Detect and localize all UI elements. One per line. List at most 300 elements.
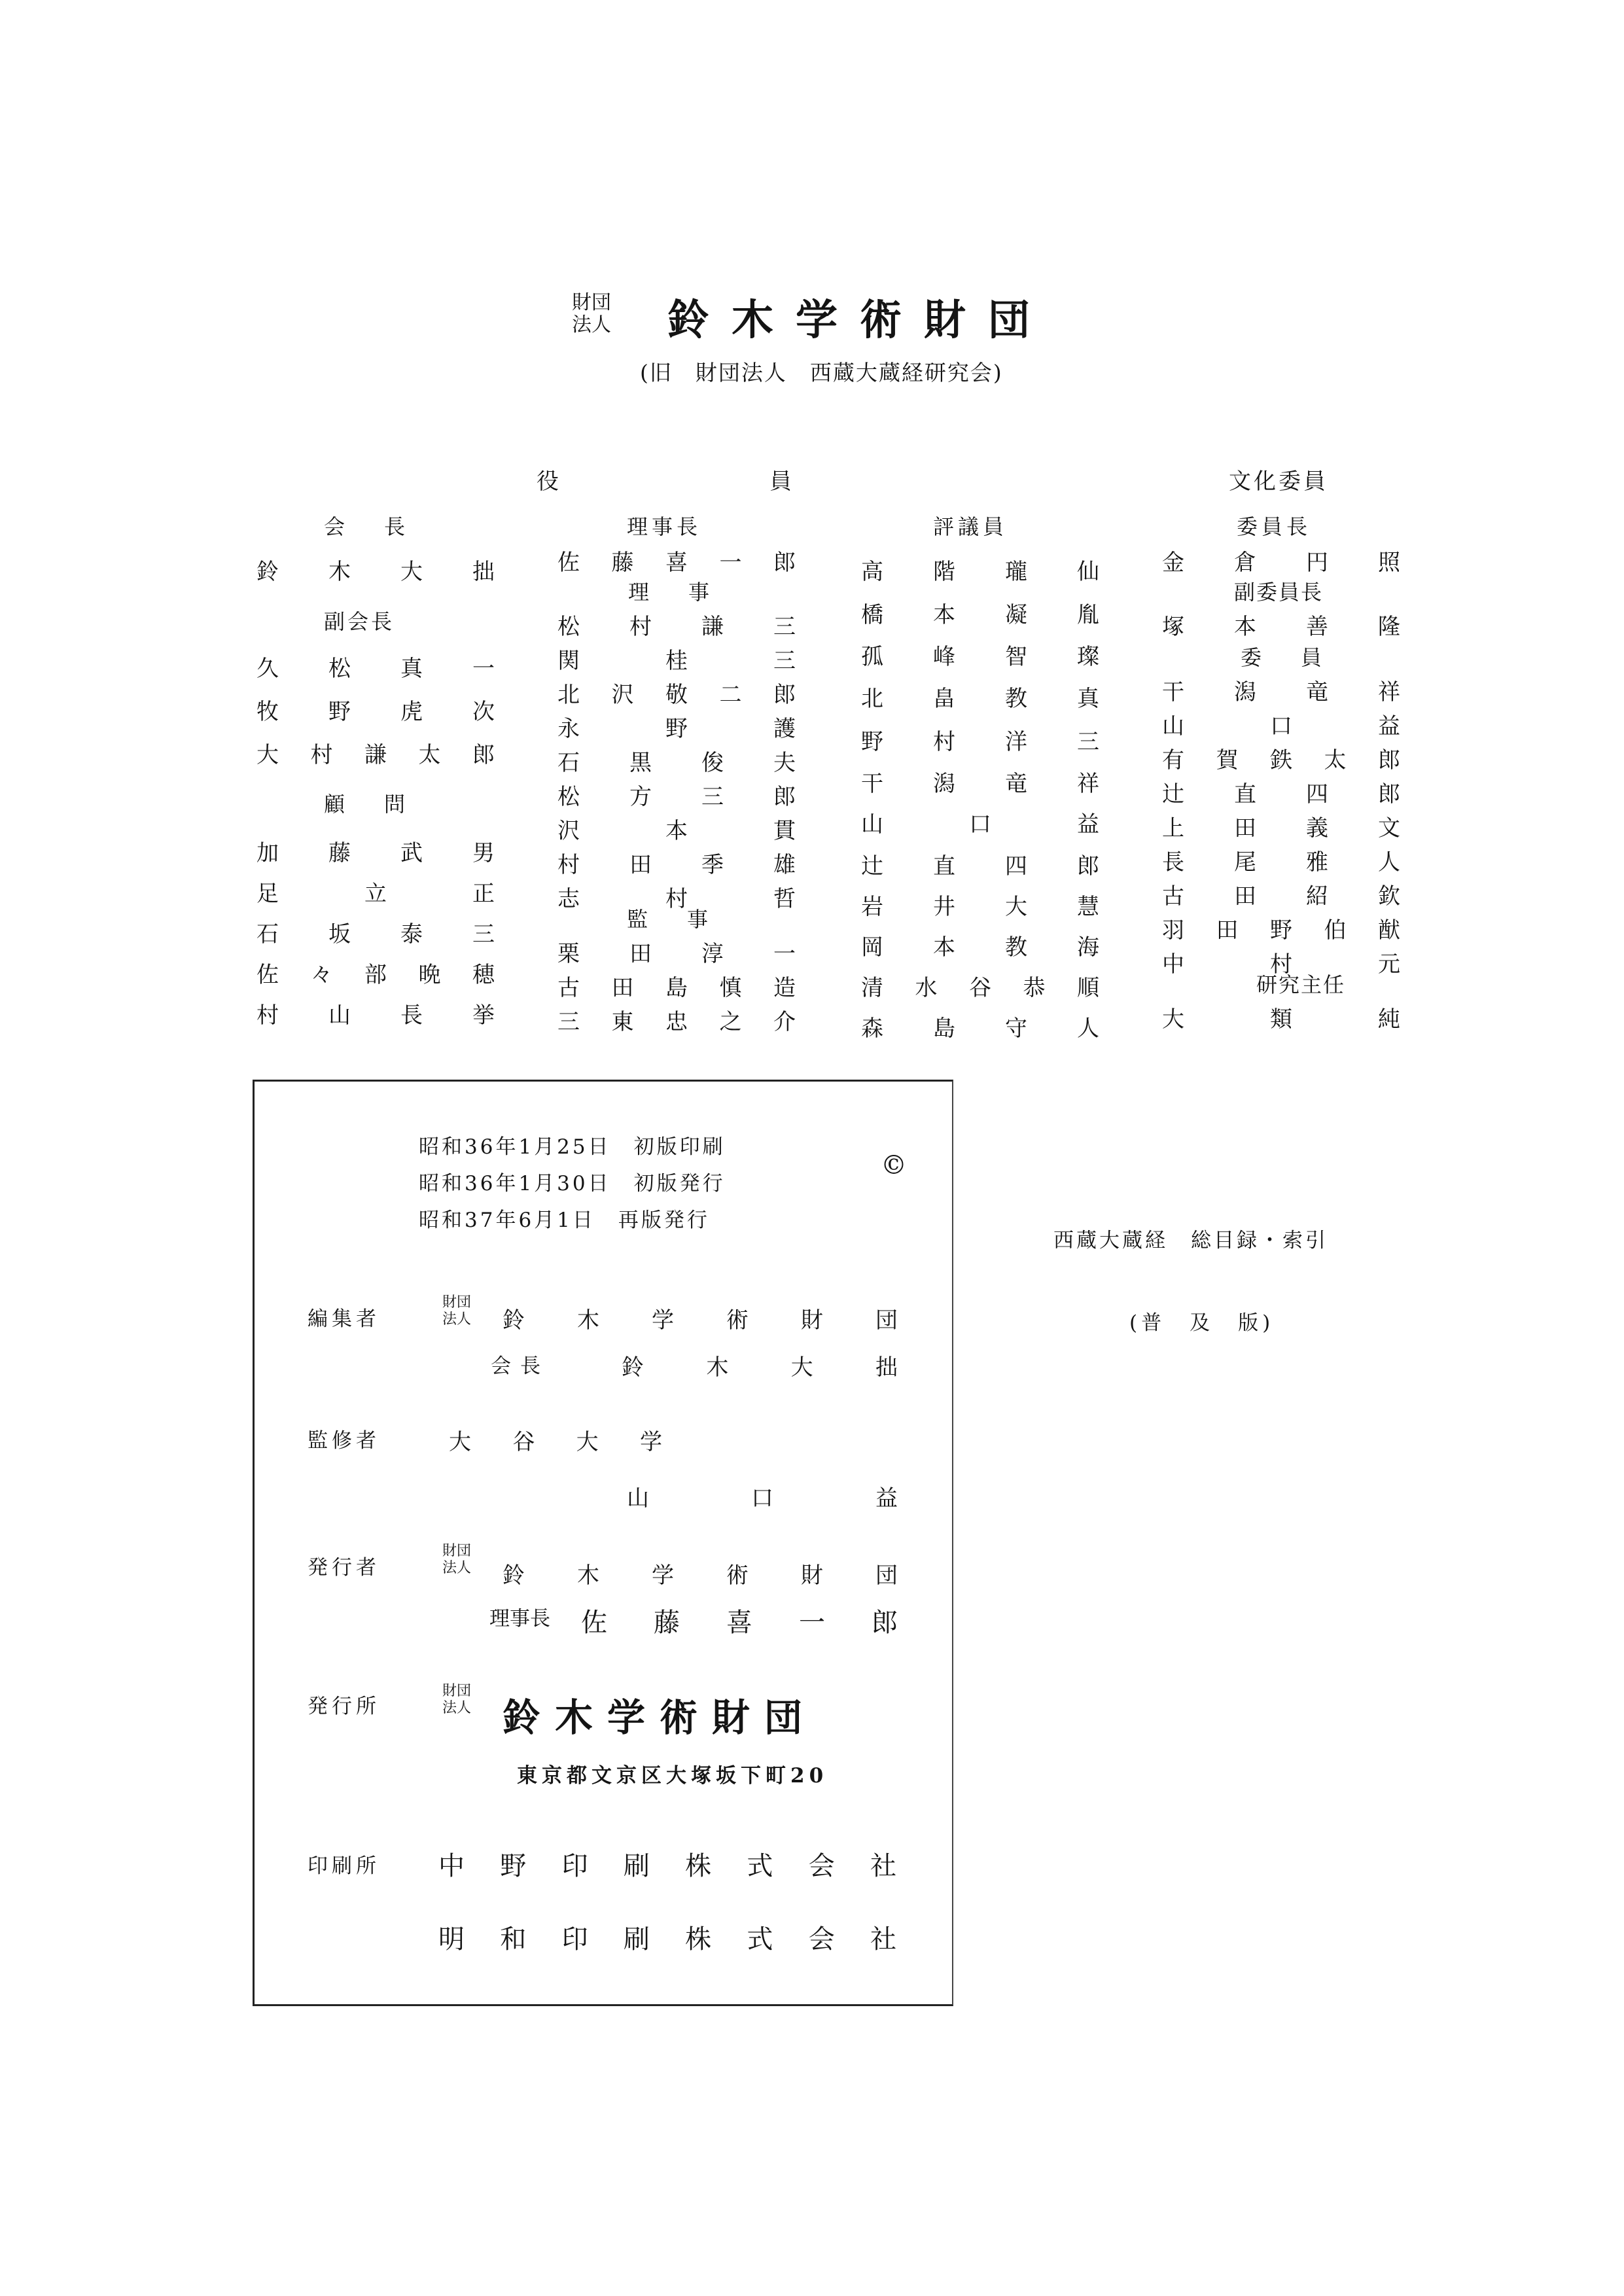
director-row <box>557 813 796 845</box>
col1-heading-chairman: 会 長 <box>324 514 415 539</box>
name-char: 藤 <box>328 840 351 866</box>
col2-heading-auditors: 監 事 <box>627 907 718 932</box>
name-char: 会 <box>808 1924 835 1954</box>
name-char: 刷 <box>623 1851 650 1881</box>
name-char: 桂 <box>665 648 688 674</box>
print-date-1: 昭和36年1月25日 初版印刷 <box>419 1135 726 1159</box>
kicker-top: 財団 <box>442 1683 472 1699</box>
officers-heading-right: 員 <box>769 468 792 495</box>
director-row <box>557 609 796 641</box>
office-address: 東京都文京区大塚坂下町20 <box>517 1764 828 1788</box>
kicker-bottom: 法人 <box>572 313 611 336</box>
name-char: 謙 <box>701 614 724 640</box>
name-char: 武 <box>400 840 423 866</box>
name-char: 田 <box>1234 883 1256 910</box>
name-char: 潟 <box>933 771 955 797</box>
name-char: 一 <box>773 941 796 967</box>
name-char: 恭 <box>1023 975 1046 1001</box>
name-char: 久 <box>256 656 279 682</box>
councilor-row <box>861 639 1099 671</box>
name-char: 教 <box>1005 934 1027 961</box>
name-char: 純 <box>1378 1006 1400 1033</box>
name-char: 四 <box>1005 853 1027 879</box>
name-char: 石 <box>557 750 580 776</box>
name-char: 雄 <box>773 852 796 878</box>
councilor-row <box>861 929 1099 961</box>
culture-member-row <box>1162 878 1400 910</box>
director-row <box>557 745 796 777</box>
name-char: 団 <box>875 1307 898 1333</box>
name-char: 学 <box>652 1563 674 1589</box>
name-char: 隆 <box>1378 614 1400 640</box>
editor-role: 会長 <box>491 1354 550 1378</box>
culture-chair-name <box>1162 544 1400 576</box>
name-char: 野 <box>500 1851 527 1881</box>
name-char: 一 <box>799 1608 825 1638</box>
name-char: 郎 <box>1077 853 1099 879</box>
culture-heading-vice: 副委員長 <box>1234 580 1324 605</box>
name-char: 関 <box>557 648 580 674</box>
culture-member-row <box>1162 810 1400 842</box>
name-char: 慎 <box>719 975 742 1001</box>
col2-heading-directors: 理 事 <box>628 580 719 605</box>
name-char: 祥 <box>1378 679 1400 705</box>
name-char: 大 <box>256 742 279 768</box>
name-char: 羽 <box>1162 917 1184 944</box>
name-char: 財 <box>801 1307 823 1333</box>
name-char: 山 <box>328 1002 351 1029</box>
auditor-row <box>557 970 796 1002</box>
name-char: 々 <box>310 962 333 988</box>
vice-chairman-row <box>256 650 495 682</box>
name-char: 潟 <box>1234 679 1256 705</box>
researcher-name <box>1162 1001 1400 1033</box>
office-label: 発行所 <box>308 1695 380 1718</box>
name-char: 術 <box>726 1307 749 1333</box>
name-char: 黒 <box>629 750 652 776</box>
name-char: 本 <box>1234 614 1256 640</box>
editor-kicker <box>442 1294 471 1328</box>
name-char: 中 <box>1162 951 1184 978</box>
vice-chairman-row <box>256 694 495 726</box>
director-row <box>557 677 796 709</box>
councilor-row <box>861 597 1099 629</box>
kicker-bottom: 法人 <box>442 1560 472 1576</box>
name-char: 志 <box>557 886 580 912</box>
name-char: 村 <box>629 614 652 640</box>
page-subtitle: (旧 財団法人 西蔵大蔵経研究会) <box>640 360 1003 385</box>
name-char: 木 <box>328 559 351 585</box>
office-kicker <box>442 1683 471 1717</box>
culture-heading-researcher: 研究主任 <box>1256 972 1346 997</box>
councilor-row <box>861 848 1099 880</box>
name-char: 社 <box>870 1924 896 1954</box>
name-char: 大 <box>449 1429 471 1455</box>
name-char: 拙 <box>875 1354 898 1381</box>
name-char: 哲 <box>773 886 796 912</box>
name-char: 慧 <box>1077 894 1099 920</box>
name-char: 谷 <box>969 975 991 1001</box>
name-char: 木 <box>706 1354 729 1381</box>
director-row <box>557 643 796 675</box>
name-char: 谷 <box>512 1429 535 1455</box>
name-char: 鈴 <box>503 1563 525 1589</box>
name-char: 郎 <box>872 1608 898 1638</box>
name-char: 照 <box>1378 550 1400 576</box>
name-char: 三 <box>701 784 724 810</box>
name-char: 立 <box>364 881 387 907</box>
print-date-3: 昭和37年6月1日 再版発行 <box>419 1209 710 1232</box>
name-char: 鈴 <box>256 559 279 585</box>
name-char: 益 <box>1378 713 1400 739</box>
councilor-row <box>861 554 1099 586</box>
name-char: 大 <box>576 1429 599 1455</box>
name-char: 塚 <box>1162 614 1184 640</box>
name-char: 株 <box>685 1851 712 1881</box>
name-char: 北 <box>861 686 883 712</box>
name-char: 金 <box>1162 550 1184 576</box>
name-char: 円 <box>1306 550 1328 576</box>
name-char: 社 <box>870 1851 896 1881</box>
name-char: 刷 <box>623 1924 650 1954</box>
name-char: 郎 <box>773 550 796 576</box>
name-char: 坂 <box>328 921 351 947</box>
kicker-bottom: 法人 <box>442 1311 472 1328</box>
culture-heading-members: 委 員 <box>1241 645 1332 670</box>
kicker-top: 財団 <box>442 1543 472 1559</box>
name-char: 雅 <box>1306 849 1328 875</box>
name-char: 大 <box>790 1354 813 1381</box>
name-char: 紹 <box>1306 883 1328 910</box>
name-char: 人 <box>1378 849 1400 875</box>
name-char: 人 <box>1077 1016 1099 1042</box>
culture-member-row <box>1162 912 1400 944</box>
name-char: 泰 <box>400 921 423 947</box>
name-char: 元 <box>1378 951 1400 978</box>
copyright-mark: © <box>881 1150 907 1180</box>
name-char: 益 <box>875 1485 898 1511</box>
name-char: 胤 <box>1077 602 1099 628</box>
name-char: 郎 <box>472 742 495 768</box>
name-char: 夫 <box>773 750 796 776</box>
kicker-top: 財団 <box>442 1294 472 1311</box>
name-char: 村 <box>557 852 580 878</box>
print-date-2: 昭和36年1月30日 初版発行 <box>419 1172 726 1195</box>
name-char: 介 <box>773 1009 796 1035</box>
name-char: 護 <box>773 716 796 742</box>
office-name: 鈴木学術財団 <box>503 1695 817 1740</box>
name-char: 学 <box>652 1307 674 1333</box>
vice-chairman-row <box>256 737 495 769</box>
name-char: 海 <box>1077 934 1099 961</box>
name-char: 明 <box>438 1924 465 1954</box>
name-char: 口 <box>1270 713 1292 739</box>
name-char: 水 <box>915 975 938 1001</box>
name-char: 古 <box>1162 883 1184 910</box>
councilor-row <box>861 680 1099 713</box>
name-char: 学 <box>639 1429 662 1455</box>
name-char: 文 <box>1378 815 1400 841</box>
name-char: 大 <box>400 559 423 585</box>
name-char: 穂 <box>472 962 495 988</box>
chief-director-name <box>557 544 796 576</box>
name-char: 村 <box>256 1002 279 1029</box>
name-char: 中 <box>438 1851 465 1881</box>
name-char: 牧 <box>256 699 279 725</box>
name-char: 高 <box>861 559 883 585</box>
kicker-bottom: 法人 <box>442 1700 472 1716</box>
name-char: 淳 <box>701 941 724 967</box>
name-char: 東 <box>611 1009 634 1035</box>
name-char: 太 <box>1324 747 1347 773</box>
name-char: 一 <box>719 550 742 576</box>
name-char: 岩 <box>861 894 883 920</box>
name-char: 鈴 <box>503 1307 525 1333</box>
name-char: 口 <box>969 811 991 838</box>
name-char: 古 <box>557 975 580 1001</box>
name-char: 真 <box>400 656 423 682</box>
name-char: 山 <box>1162 713 1184 739</box>
name-char: 造 <box>773 975 796 1001</box>
col1-heading-advisors: 顧 問 <box>324 792 415 817</box>
name-char: 直 <box>1234 781 1256 807</box>
printer-1 <box>438 1845 896 1882</box>
name-char: 森 <box>861 1016 883 1042</box>
name-char: 式 <box>747 1924 773 1954</box>
name-char: 木 <box>577 1307 599 1333</box>
name-char: 会 <box>808 1851 835 1881</box>
name-char: 沢 <box>611 682 634 708</box>
name-char: 辻 <box>861 853 883 879</box>
auditor-row <box>557 936 796 968</box>
culture-member-row <box>1162 742 1400 774</box>
name-char: 類 <box>1270 1006 1292 1033</box>
name-char: 山 <box>861 811 883 838</box>
officers-heading-left: 役 <box>537 468 559 495</box>
director-row <box>557 711 796 743</box>
culture-vice-name <box>1162 609 1400 641</box>
name-char: 教 <box>1005 686 1027 712</box>
name-char: 瓏 <box>1005 559 1027 585</box>
name-char: 木 <box>577 1563 599 1589</box>
advisor-row <box>256 997 495 1029</box>
supervisor-name <box>627 1480 898 1512</box>
name-char: 真 <box>1077 686 1099 712</box>
name-char: 二 <box>719 682 742 708</box>
name-char: 畠 <box>933 686 955 712</box>
culture-member-row <box>1162 708 1400 740</box>
councilor-row <box>861 724 1099 756</box>
editor-label: 編集者 <box>308 1307 380 1331</box>
name-char: 本 <box>665 818 688 844</box>
name-char: 野 <box>1270 917 1292 944</box>
name-char: 本 <box>933 602 955 628</box>
name-char: 長 <box>1162 849 1184 875</box>
name-char: 長 <box>400 1002 423 1029</box>
director-row <box>557 779 796 811</box>
name-char: 北 <box>557 682 580 708</box>
name-char: 鈴 <box>622 1354 644 1381</box>
col1-heading-vice: 副会長 <box>324 609 395 634</box>
name-char: 辻 <box>1162 781 1184 807</box>
name-char: 沢 <box>557 818 580 844</box>
name-char: 敬 <box>665 682 688 708</box>
name-char: 口 <box>751 1485 773 1511</box>
name-char: 山 <box>627 1485 649 1511</box>
name-char: 藤 <box>611 550 634 576</box>
name-char: 洋 <box>1005 729 1027 755</box>
name-char: 松 <box>557 614 580 640</box>
name-char: 株 <box>685 1924 712 1954</box>
name-char: 干 <box>861 771 883 797</box>
culture-member-row <box>1162 844 1400 876</box>
culture-heading: 文化委員 <box>1229 468 1328 495</box>
name-char: 挙 <box>472 1002 495 1029</box>
name-char: 佐 <box>256 962 279 988</box>
name-char: 俊 <box>701 750 724 776</box>
name-char: 璨 <box>1077 644 1099 670</box>
name-char: 三 <box>1077 729 1099 755</box>
printer-label: 印刷所 <box>308 1854 380 1878</box>
col2-heading-chief: 理事長 <box>627 514 702 539</box>
name-char: 村 <box>310 742 333 768</box>
name-char: 三 <box>472 921 495 947</box>
editor-org <box>503 1302 898 1334</box>
name-char: 郎 <box>773 784 796 810</box>
name-char: 季 <box>701 852 724 878</box>
name-char: 本 <box>933 934 955 961</box>
name-char: 太 <box>418 742 441 768</box>
name-char: 郎 <box>1378 747 1400 773</box>
name-char: 井 <box>933 894 955 920</box>
name-char: 欽 <box>1378 883 1400 910</box>
name-char: 田 <box>611 975 634 1001</box>
name-char: 三 <box>557 1009 580 1035</box>
advisor-row <box>256 875 495 908</box>
kicker-top: 財団 <box>572 291 611 314</box>
name-char: 松 <box>557 784 580 810</box>
name-char: 田 <box>1216 917 1239 944</box>
book-title: 西蔵大蔵経 総目録・索引 <box>1053 1229 1328 1252</box>
name-char: 階 <box>933 559 955 585</box>
printer-2 <box>438 1918 896 1956</box>
name-char: 大 <box>1005 894 1027 920</box>
name-char: 田 <box>629 852 652 878</box>
name-char: 村 <box>1270 951 1292 978</box>
name-char: 喜 <box>726 1608 752 1638</box>
page-title: 鈴木学術財団 <box>667 296 1052 345</box>
director-row <box>557 847 796 879</box>
advisor-row <box>256 916 495 948</box>
name-char: 善 <box>1306 614 1328 640</box>
name-char: 義 <box>1306 815 1328 841</box>
name-char: 佐 <box>557 550 580 576</box>
name-char: 貫 <box>773 818 796 844</box>
name-char: 田 <box>1234 815 1256 841</box>
councilor-row <box>861 766 1099 798</box>
name-char: 藤 <box>654 1608 680 1638</box>
name-char: 財 <box>801 1563 823 1589</box>
name-char: 清 <box>861 975 883 1001</box>
name-char: 和 <box>500 1924 527 1954</box>
councilor-row <box>861 806 1099 838</box>
name-char: 順 <box>1077 975 1099 1001</box>
name-char: 足 <box>256 881 279 907</box>
culture-heading-chair: 委員長 <box>1237 514 1312 539</box>
name-char: 拙 <box>472 559 495 585</box>
name-char: 凝 <box>1005 602 1027 628</box>
name-char: 方 <box>629 784 652 810</box>
name-char: 虎 <box>400 699 423 725</box>
name-char: 橋 <box>861 602 883 628</box>
col3-heading-councilors: 評議員 <box>933 514 1008 539</box>
name-char: 謙 <box>364 742 387 768</box>
header-kicker <box>572 292 611 336</box>
name-char: 有 <box>1162 747 1184 773</box>
publisher-org <box>503 1557 898 1589</box>
name-char: 益 <box>1077 811 1099 838</box>
name-char: 郎 <box>1378 781 1400 807</box>
councilor-row <box>861 1010 1099 1042</box>
name-char: 島 <box>933 1016 955 1042</box>
name-char: 三 <box>773 614 796 640</box>
name-char: 四 <box>1306 781 1328 807</box>
name-char: 男 <box>472 840 495 866</box>
name-char: 仙 <box>1077 559 1099 585</box>
name-char: 峰 <box>933 644 955 670</box>
name-char: 村 <box>933 729 955 755</box>
name-char: 三 <box>773 648 796 674</box>
name-char: 大 <box>1162 1006 1184 1033</box>
name-char: 松 <box>328 656 351 682</box>
name-char: 晩 <box>418 962 441 988</box>
name-char: 智 <box>1005 644 1027 670</box>
name-char: 干 <box>1162 679 1184 705</box>
supervisor-org <box>449 1424 662 1456</box>
name-char: 竜 <box>1005 771 1027 797</box>
name-char: 喜 <box>665 550 688 576</box>
name-char: 守 <box>1005 1016 1027 1042</box>
name-char: 栗 <box>557 941 580 967</box>
name-char: 佐 <box>581 1608 607 1638</box>
name-char: 竜 <box>1306 679 1328 705</box>
councilor-row <box>861 970 1099 1002</box>
name-char: 倉 <box>1234 550 1256 576</box>
name-char: 賀 <box>1216 747 1239 773</box>
culture-member-row <box>1162 776 1400 808</box>
name-char: 田 <box>629 941 652 967</box>
name-char: 術 <box>726 1563 749 1589</box>
culture-member-row <box>1162 674 1400 706</box>
name-char: 式 <box>747 1851 773 1881</box>
name-char: 上 <box>1162 815 1184 841</box>
name-char: 直 <box>933 853 955 879</box>
publisher-label: 発行者 <box>308 1556 380 1580</box>
editor-name <box>622 1349 898 1381</box>
name-char: 祥 <box>1077 771 1099 797</box>
name-char: 印 <box>561 1851 588 1881</box>
publisher-name <box>581 1602 898 1639</box>
name-char: 忠 <box>665 1009 688 1035</box>
name-char: 印 <box>561 1924 588 1954</box>
councilor-row <box>861 889 1099 921</box>
name-char: 伯 <box>1324 917 1347 944</box>
publisher-kicker <box>442 1543 471 1577</box>
name-char: 石 <box>256 921 279 947</box>
name-char: 野 <box>861 729 883 755</box>
name-char: 団 <box>875 1563 898 1589</box>
name-char: 鉄 <box>1270 747 1292 773</box>
